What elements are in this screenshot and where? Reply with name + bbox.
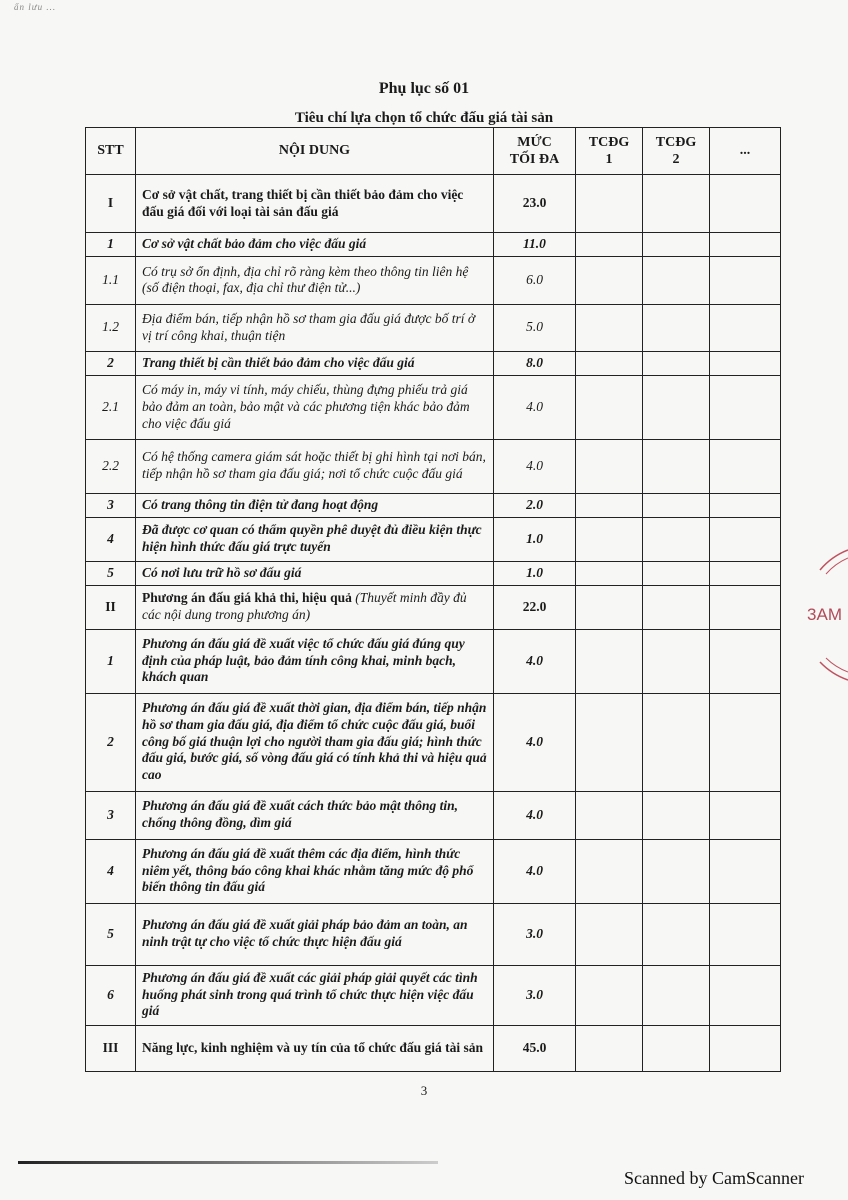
table-row [86,903,781,965]
table-row [86,1025,781,1071]
row-max-score: 22.0 [494,585,576,629]
col-header-stt: STT [86,128,136,175]
row-stt: 2.2 [86,439,136,493]
row-max-score: 1.0 [494,517,576,561]
row-more-cell [710,233,781,257]
row-org1-cell [576,585,643,629]
table-row [86,965,781,1025]
row-stt: 6 [86,965,136,1025]
table-row [86,375,781,439]
row-org1-cell [576,375,643,439]
row-max-score: 11.0 [494,233,576,257]
col-header-org2 [643,128,710,175]
table-title: Tiêu chí lựa chọn tổ chức đấu giá tài sản [294,110,554,126]
row-max-score: 8.0 [494,351,576,375]
table-row [86,693,781,791]
table-row [86,517,781,561]
row-more-cell [710,585,781,629]
table-row [86,175,781,233]
row-content: Phương án đấu giá đề xuất thời gian, địa điểm bán, tiếp nhận hồ sơ tham gia đấu giá, địa điểm tổ chức cuộc đấu giá, buổi công bố giá thuận lợi cho người tham gia đấu giá; hình thức đấu giá, bước giá, số vòng đấu giá có tính khả thi và hiệu quả cao [136,693,494,791]
row-stt: 4 [86,839,136,903]
row-max-score: 1.0 [494,561,576,585]
table-row [86,629,781,693]
row-stt: 1 [86,629,136,693]
col-header-more: ... [710,128,781,175]
row-content: Phương án đấu giá đề xuất việc tổ chức đấu giá đúng quy định của pháp luật, bảo đảm tính công khai, minh bạch, khách quan [136,629,494,693]
appendix-heading: Phụ lục số 01 [378,80,470,97]
row-org2-cell [643,304,710,351]
row-org2-cell [643,493,710,517]
row-max-score: 4.0 [494,439,576,493]
row-more-cell [710,839,781,903]
row-org2-cell [643,585,710,629]
row-stt: 1 [86,233,136,257]
row-stt: 2.1 [86,375,136,439]
row-max-score: 45.0 [494,1025,576,1071]
row-stt: III [86,1025,136,1071]
row-max-score: 4.0 [494,693,576,791]
col-header-max-line2: TỐI ĐA [509,152,560,167]
row-org2-cell [643,791,710,839]
col-header-org2-line2: 2 [672,152,680,167]
row-org2-cell [643,375,710,439]
row-max-score: 6.0 [494,256,576,304]
row-content-note: (Thuyết minh đầy đủ các nội dung trong phương án) [142,590,467,622]
table-row [86,791,781,839]
row-org1-cell [576,693,643,791]
table-row [86,561,781,585]
row-more-cell [710,439,781,493]
row-content: Có máy in, máy vi tính, máy chiếu, thùng đựng phiếu trả giá bảo đảm an toàn, bảo mật và các phương tiện khác bảo đảm cho việc đấu giá [136,375,494,439]
row-more-cell [710,965,781,1025]
row-max-score: 4.0 [494,629,576,693]
row-max-score: 23.0 [494,175,576,233]
row-org2-cell [643,561,710,585]
table-row [86,256,781,304]
row-stt: 4 [86,517,136,561]
row-content: Phương án đấu giá đề xuất các giải pháp giải quyết các tình huống phát sinh trong quá trình tổ chức thực hiện việc đấu giá [136,965,494,1025]
row-org1-cell [576,439,643,493]
row-org1-cell [576,1025,643,1071]
row-org1-cell [576,256,643,304]
page-number: 3 [420,1083,428,1098]
row-org2-cell [643,903,710,965]
row-max-score: 4.0 [494,375,576,439]
row-org2-cell [643,839,710,903]
row-org2-cell [643,693,710,791]
row-more-cell [710,629,781,693]
row-content: Trang thiết bị cần thiết bảo đảm cho việc đấu giá [136,351,494,375]
row-content: Cơ sở vật chất, trang thiết bị cần thiết bảo đảm cho việc đấu giá đối với loại tài sản đấu giá [136,175,494,233]
row-more-cell [710,903,781,965]
row-org1-cell [576,233,643,257]
col-header-org2-line1: TCĐG [655,134,697,150]
row-org2-cell [643,1025,710,1071]
table-row [86,439,781,493]
row-more-cell [710,791,781,839]
row-content: Có nơi lưu trữ hồ sơ đấu giá [136,561,494,585]
stamp-fragment-text: 3AM [807,605,842,624]
row-more-cell [710,375,781,439]
row-org1-cell [576,839,643,903]
row-content: Địa điểm bán, tiếp nhận hồ sơ tham gia đấu giá được bố trí ở vị trí công khai, thuận tiện [136,304,494,351]
row-content: Phương án đấu giá đề xuất giải pháp bảo đảm an toàn, an ninh trật tự cho việc tổ chức thực hiện đấu giá [136,903,494,965]
row-org1-cell [576,517,643,561]
row-content-main: Phương án đấu giá khả thi, hiệu quả [142,590,352,606]
row-org2-cell [643,351,710,375]
row-content: Cơ sở vật chất bảo đảm cho việc đấu giá [136,233,494,257]
row-org1-cell [576,493,643,517]
row-org1-cell [576,304,643,351]
row-more-cell [710,693,781,791]
table-row [86,493,781,517]
col-header-max-line1: MỨC [517,134,552,150]
row-org1-cell [576,965,643,1025]
row-more-cell [710,493,781,517]
criteria-table [85,127,781,1072]
row-content: Năng lực, kinh nghiệm và uy tín của tổ chức đấu giá tài sản [136,1025,494,1071]
row-org1-cell [576,629,643,693]
table-row [86,585,781,629]
scanner-watermark: Scanned by CamScanner [624,1168,804,1188]
table-row [86,351,781,375]
col-header-org1 [576,128,643,175]
row-stt: I [86,175,136,233]
row-more-cell [710,304,781,351]
row-content: Đã được cơ quan có thẩm quyền phê duyệt đủ điều kiện thực hiện hình thức đấu giá trực tuyến [136,517,494,561]
row-stt: 5 [86,561,136,585]
row-org1-cell [576,903,643,965]
row-max-score: 4.0 [494,791,576,839]
row-stt: 1.1 [86,256,136,304]
row-content: Phương án đấu giá đề xuất cách thức bảo mật thông tin, chống thông đồng, dìm giá [136,791,494,839]
row-more-cell [710,1025,781,1071]
row-content: Có trụ sở ổn định, địa chỉ rõ ràng kèm theo thông tin liên hệ (số điện thoại, fax, địa chỉ thư điện tử...) [136,256,494,304]
row-more-cell [710,351,781,375]
scan-corner-mark: ẩn lưu ... [14,2,57,12]
table-header-row [86,128,781,175]
row-max-score: 2.0 [494,493,576,517]
row-max-score: 3.0 [494,903,576,965]
row-stt: 2 [86,351,136,375]
row-stt: 3 [86,791,136,839]
col-header-content: NỘI DUNG [136,128,494,175]
row-stt: 5 [86,903,136,965]
row-content: Có trang thông tin điện tử đang hoạt động [136,493,494,517]
col-header-org1-line2: 1 [605,152,613,167]
row-stt: II [86,585,136,629]
row-org2-cell [643,629,710,693]
row-org2-cell [643,233,710,257]
row-org2-cell [643,965,710,1025]
row-org2-cell [643,439,710,493]
row-org1-cell [576,561,643,585]
scan-edge-line [18,1161,438,1164]
row-stt: 3 [86,493,136,517]
row-org1-cell [576,791,643,839]
row-stt: 1.2 [86,304,136,351]
row-max-score: 3.0 [494,965,576,1025]
table-row [86,839,781,903]
row-content [136,585,494,629]
row-stt: 2 [86,693,136,791]
row-org2-cell [643,517,710,561]
row-more-cell [710,175,781,233]
row-org2-cell [643,175,710,233]
row-more-cell [710,561,781,585]
col-header-max-score [494,128,576,175]
table-row [86,304,781,351]
row-max-score: 4.0 [494,839,576,903]
row-org1-cell [576,175,643,233]
row-org2-cell [643,256,710,304]
row-max-score: 5.0 [494,304,576,351]
row-org1-cell [576,351,643,375]
table-row [86,233,781,257]
row-more-cell [710,517,781,561]
col-header-org1-line1: TCĐG [588,134,630,150]
row-content: Có hệ thống camera giám sát hoặc thiết bị ghi hình tại nơi bán, tiếp nhận hồ sơ tham gia đấu giá; nơi tổ chức cuộc đấu giá [136,439,494,493]
row-content: Phương án đấu giá đề xuất thêm các địa điểm, hình thức niêm yết, thông báo công khai khác nhằm tăng mức độ phổ biến thông tin đấu giá [136,839,494,903]
row-more-cell [710,256,781,304]
